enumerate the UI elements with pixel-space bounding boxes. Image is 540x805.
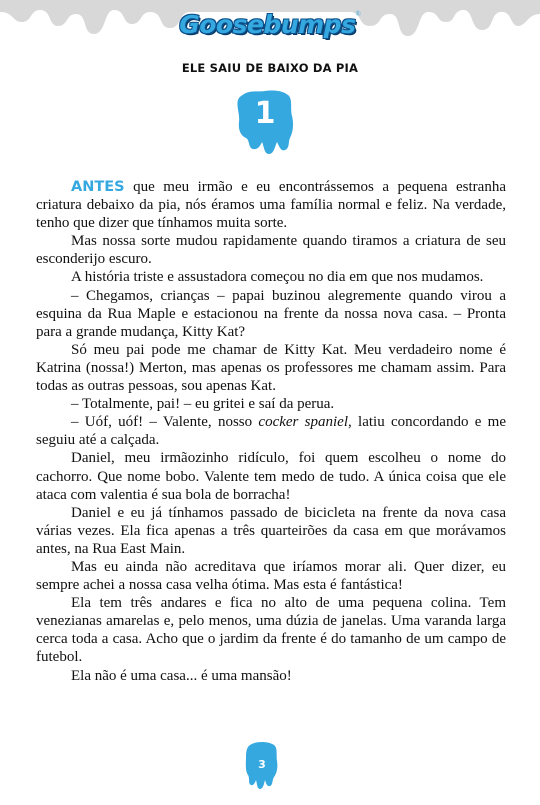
page-number: 3 <box>258 758 266 771</box>
paragraph: Daniel e eu já tínhamos passado de bicicleta na frente da nova casa várias vezes. Ela fica apenas a três quarteirões da casa em que morávamos antes, na Rua East Main. <box>36 504 506 557</box>
opening-word: ANTES <box>71 179 125 195</box>
paragraph: Ela não é uma casa... é uma mansão! <box>71 667 292 684</box>
book-title: ELE SAIU DE BAIXO DA PIA <box>181 61 359 75</box>
paragraph-text: , latiu concordando e me seguiu até a calçada. <box>36 414 506 449</box>
paragraph: Só meu pai pode me chamar de Kitty Kat. Meu verdadeiro nome é Katrina (nossa!) Merton, mas apenas os professores me chamam assim. Para todas as outras pessoas, sou apenas Kat. <box>36 341 506 395</box>
paragraph-text: – Uóf, uóf! – Valente, nosso <box>71 414 259 431</box>
paragraph: – Chegamos, crianças – papai buzinou alegremente quando virou a esquina da Rua Maple e estacionou na frente da nossa nova casa. – Pronta para a grande mudança, Kitty Kat? <box>36 287 506 340</box>
paragraph: – Totalmente, pai! – eu gritei e saí da perua. <box>71 396 335 413</box>
paragraph: Ela tem três andares e fica no alto de uma pequena colina. Tem venezianas amarelas e, pelo menos, uma dúzia de janelas. Uma varanda larga cerca toda a casa. Acho que o jardim da frente é do tamanho de um campo de futebol. <box>36 595 506 666</box>
paragraph: Mas eu ainda não acreditava que iríamos morar ali. Quer dizer, eu sempre achei a nossa casa velha ótima. Mas esta é fantástica! <box>36 558 506 594</box>
paragraph <box>36 413 506 449</box>
paragraph <box>36 178 506 232</box>
goosebumps-logo <box>0 10 540 39</box>
chapter-text <box>36 178 506 685</box>
paragraph-text: que meu irmão e eu encontrássemos a pequena estranha criatura debaixo da pia, nós éramos uma família normal e feliz. Na verdade, tenho que dizer que tínhamos muita sorte. <box>36 179 506 232</box>
paragraph: Mas nossa sorte mudou rapidamente quando tiramos a criatura de seu esconderijo escuro. <box>36 233 506 268</box>
paragraph: Daniel, meu irmãozinho ridículo, foi quem escolheu o nome do cachorro. Que nome bobo. Valente tem medo de tudo. A única coisa que ele ataca com valentia é sua bola de borracha! <box>36 450 506 503</box>
logo-text: Goosebumps <box>179 10 356 39</box>
paragraph: A história triste e assustadora começou no dia em que nos mudamos. <box>71 269 484 286</box>
italic-phrase: cocker spaniel <box>258 414 348 431</box>
chapter-number: 1 <box>254 96 276 131</box>
trademark-mark: ® <box>355 10 361 18</box>
